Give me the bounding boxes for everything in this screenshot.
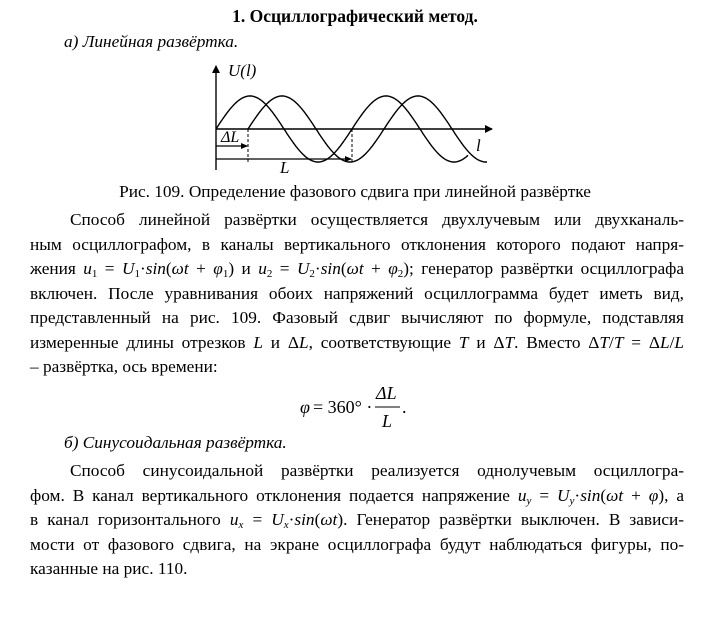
formula-lhs: φ — [300, 397, 310, 417]
text-line: Способ линейной развёртки осуществляется двухлучевым или двухканаль- — [70, 210, 684, 229]
text-line: включен. После уравнивания обоих напряжений осциллограмма будет иметь вид, — [30, 283, 684, 303]
section-heading: 1. Осциллографический метод. — [232, 6, 478, 26]
text-line: жения $u_1 = U_1\cdot\sin(\omega t + \varphi_1)$ и $u_2 = U_2\cdot\sin(\omega t + \varphi_2)$; генератор развёртки осциллографа — [30, 259, 685, 280]
formula-equals: = 360° · — [313, 397, 373, 417]
phase-formula — [300, 381, 460, 431]
length-l-label: L — [280, 158, 290, 177]
text-line: Способ синусоидальной развёртки реализуется однолучевым осциллогра- — [70, 461, 684, 480]
text-line: ным осциллографом, в каналы вертикального отклонения которого подают напря- — [30, 234, 684, 254]
delta-l-label: ΔL — [221, 129, 240, 146]
phase-shift-diagram — [200, 58, 500, 180]
figure-109-caption: Рис. 109. Определение фазового сдвига при линейной развёртке — [119, 182, 591, 201]
text-line: измеренные длины отрезков L и ΔL, соответствующие T и ΔT. Вместо ΔT/T = ΔL/L — [30, 332, 685, 352]
paragraph-linear-sweep — [30, 208, 684, 380]
y-axis-label: U(l) — [228, 61, 257, 80]
formula-dot: . — [402, 397, 407, 417]
text-line: в канал горизонтального $u_x = U_x\cdot\sin(\omega t)$. Генератор развёртки выключен. В зависи- — [30, 510, 685, 531]
text-line: казанные на рис. 110. — [30, 559, 188, 578]
subsection-b-heading: б) Синусоидальная развёртка. — [64, 433, 287, 452]
formula-denominator: L — [382, 411, 393, 431]
x-axis-label: l — [476, 136, 481, 155]
text-line: фом. В канал вертикального отклонения подается напряжение $u_y = U_y\cdot\sin(\omega t + \varphi)$, а — [30, 485, 685, 507]
paragraph-sinusoidal-sweep — [30, 459, 684, 582]
text-line: представленный на рис. 109. Фазовый сдвиг вычисляют по формуле, подставляя — [30, 308, 684, 327]
formula-svg — [300, 381, 460, 431]
text-line: – развёртка, ось времени: — [30, 357, 218, 376]
text-line: мости от фазового сдвига, на экране осциллографа будут наблюдаться фигуры, по- — [30, 534, 684, 554]
figure-109 — [200, 58, 500, 180]
formula-numerator: ΔL — [376, 383, 397, 403]
subsection-a-heading: а) Линейная развёртка. — [64, 32, 239, 51]
